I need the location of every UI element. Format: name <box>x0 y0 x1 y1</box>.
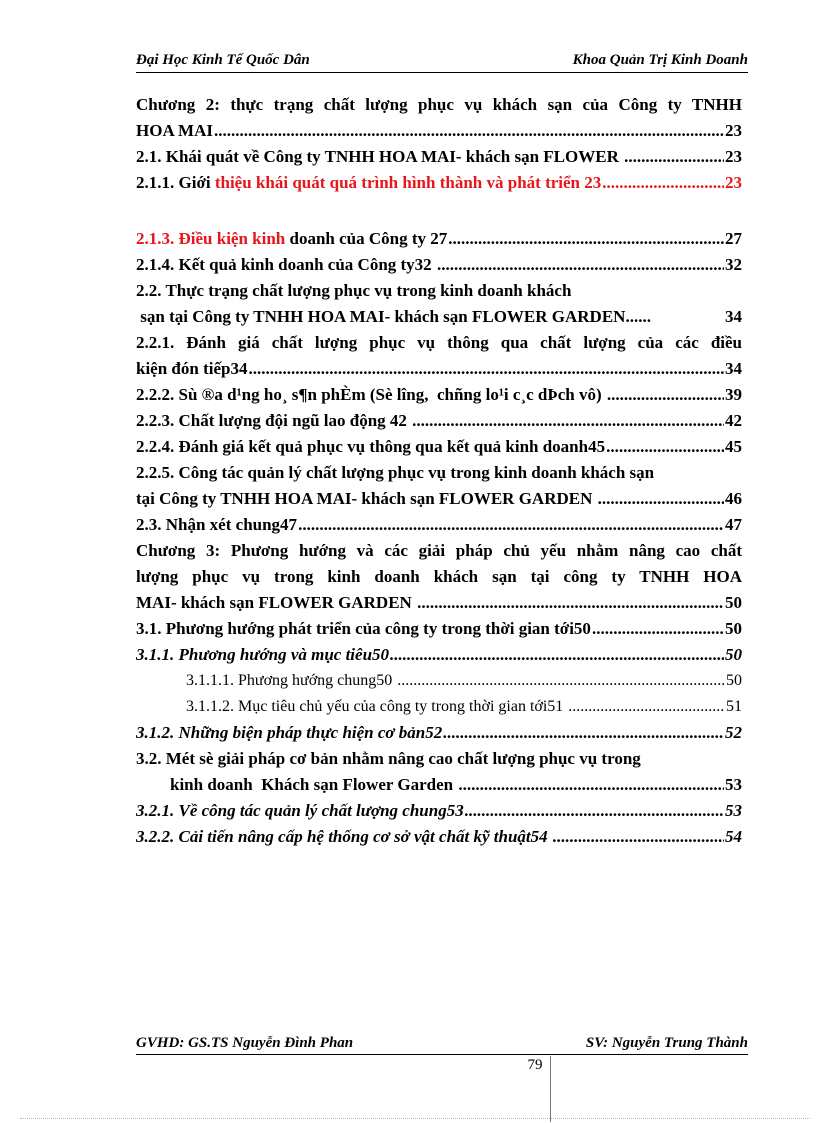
toc-page-number: 34 <box>725 307 742 326</box>
toc-entry-text: Chương 2: thực trạng chất lượng phục vụ khách sạn của Công ty TNHH <box>136 95 742 114</box>
toc-page-number: 32 <box>725 255 742 274</box>
toc-leader-dots <box>437 252 724 278</box>
toc-leader-dots <box>214 118 724 144</box>
toc-leader-dots <box>465 798 724 824</box>
toc-page-number: 45 <box>725 437 742 456</box>
table-of-contents <box>136 92 742 850</box>
toc-entry[interactable] <box>136 170 742 196</box>
toc-leader-dots <box>624 144 724 170</box>
toc-entry-text: 2.1.4. Kết quả kinh doanh của Công ty32 <box>136 255 436 274</box>
toc-page-number: 46 <box>725 489 742 508</box>
toc-page-number: 47 <box>725 515 742 534</box>
toc-entry[interactable] <box>136 694 742 720</box>
toc-page-number: 52 <box>725 723 742 742</box>
header-faculty: Khoa Quản Trị Kinh Doanh <box>572 52 748 68</box>
toc-entry-text: MAI- khách sạn FLOWER GARDEN <box>136 593 417 612</box>
toc-entry-text: 3.1.2. Những biện pháp thực hiện cơ bản52 <box>136 723 443 742</box>
toc-entry[interactable] <box>136 642 742 668</box>
page-bottom-border <box>20 1118 810 1119</box>
toc-page-number: 23 <box>725 173 742 192</box>
toc-entry[interactable] <box>136 356 742 382</box>
toc-entry[interactable] <box>136 616 742 642</box>
toc-leader-dots <box>607 382 724 408</box>
toc-entry[interactable] <box>136 92 742 118</box>
toc-spacer <box>136 196 742 226</box>
toc-entry-text-part: thiệu khái quát quá trình hình thành và phát triển 23 <box>214 173 602 192</box>
toc-leader-dots <box>443 720 724 746</box>
toc-entry[interactable] <box>136 278 742 304</box>
toc-leader-dots <box>448 226 724 252</box>
toc-entry[interactable] <box>136 408 742 434</box>
toc-leader-dots <box>417 590 724 616</box>
toc-entry-text: 3.1.1.1. Phương hướng chung50 <box>186 672 397 689</box>
toc-entry-text: 2.2.2. Sù ®a d¹ng ho¸ s¶n phÈm (Sè lîng, chñng lo¹i c¸c dÞch vô) <box>136 385 606 404</box>
toc-entry-text <box>136 170 601 196</box>
toc-entry-text: 2.2.3. Chất lượng đội ngũ lao động 42 <box>136 411 412 430</box>
toc-entry[interactable] <box>136 590 742 616</box>
toc-entry[interactable] <box>136 564 742 590</box>
toc-page-number: 50 <box>725 593 742 612</box>
toc-entry[interactable] <box>136 144 742 170</box>
toc-leader-dots <box>553 824 724 850</box>
footer-student: SV: Nguyễn Trung Thành <box>585 1035 748 1051</box>
toc-leader-dots <box>592 616 724 642</box>
toc-leader-dots <box>606 434 724 460</box>
toc-entry-text-part: doanh của Công ty 27 <box>285 229 448 248</box>
toc-entry[interactable] <box>136 330 742 356</box>
toc-entry-text: 2.2.5. Công tác quản lý chất lượng phục vụ trong kinh doanh khách sạn <box>136 463 655 482</box>
toc-entry-text: 3.2.1. Về công tác quản lý chất lượng chung53 <box>136 801 464 820</box>
toc-entry-text: sạn tại Công ty TNHH HOA MAI- khách sạn FLOWER GARDEN...... <box>136 307 651 326</box>
toc-entry-text <box>136 226 447 252</box>
toc-entry-text: Chương 3: Phương hướng và các giải pháp chủ yếu nhằm nâng cao chất <box>136 541 742 560</box>
page-footer <box>136 1034 748 1055</box>
toc-entry-text: 2.3. Nhận xét chung47 <box>136 515 298 534</box>
toc-entry[interactable] <box>136 798 742 824</box>
toc-entry[interactable] <box>136 226 742 252</box>
toc-entry[interactable] <box>136 434 742 460</box>
toc-page-number: 53 <box>725 801 742 820</box>
toc-page-number: 34 <box>725 359 742 378</box>
toc-entry[interactable] <box>136 720 742 746</box>
toc-entry-text: 3.1.1.2. Mục tiêu chủ yếu của công ty trong thời gian tới51 <box>186 698 568 715</box>
toc-entry[interactable] <box>136 252 742 278</box>
toc-entry-text: 2.2.4. Đánh giá kết quả phục vụ thông qua kết quả kinh doanh45 <box>136 437 606 456</box>
toc-entry-text: 2.2. Thực trạng chất lượng phục vụ trong kinh doanh khách <box>136 281 572 300</box>
toc-leader-dots <box>568 694 725 720</box>
toc-leader-dots <box>390 642 724 668</box>
toc-entry[interactable] <box>136 118 742 144</box>
toc-entry[interactable] <box>136 746 742 772</box>
toc-entry-text: 3.2. Mét sè giải pháp cơ bản nhằm nâng cao chất lượng phục vụ trong <box>136 749 641 768</box>
toc-page-number: 50 <box>725 645 742 664</box>
toc-entry[interactable] <box>136 538 742 564</box>
toc-entry[interactable] <box>136 460 742 486</box>
toc-entry-text-part: 2.1.1. Giới <box>136 173 215 192</box>
toc-leader-dots <box>458 772 724 798</box>
page-header <box>136 50 748 73</box>
header-university: Đại Học Kinh Tế Quốc Dân <box>136 52 310 68</box>
toc-entry[interactable] <box>136 512 742 538</box>
toc-page-number: 42 <box>725 411 742 430</box>
toc-page-number: 23 <box>725 147 742 166</box>
toc-entry-text: 2.2.1. Đánh giá chất lượng phục vụ thông qua chất lượng của các điều <box>136 333 742 352</box>
toc-entry-text: kiện đón tiếp34 <box>136 359 248 378</box>
toc-page-number: 53 <box>725 775 742 794</box>
footer-advisor: GVHD: GS.TS Nguyễn Đình Phan <box>136 1035 354 1051</box>
toc-entry-text: 3.1.1. Phương hướng và mục tiêu50 <box>136 645 390 664</box>
toc-page-number: 50 <box>725 619 742 638</box>
toc-entry-text: 3.1. Phương hướng phát triển của công ty trong thời gian tới50 <box>136 619 591 638</box>
toc-page-number: 50 <box>726 672 742 689</box>
toc-entry[interactable] <box>136 382 742 408</box>
toc-entry[interactable] <box>136 772 742 798</box>
toc-entry-text: HOA MAI <box>136 121 213 140</box>
toc-entry-text: kinh doanh Khách sạn Flower Garden <box>170 775 458 794</box>
toc-page-number: 27 <box>725 229 742 248</box>
toc-leader-dots <box>248 356 724 382</box>
toc-leader-dots <box>598 486 724 512</box>
toc-page-number: 39 <box>725 385 742 404</box>
toc-page-number: 54 <box>725 827 742 846</box>
toc-entry-text: 3.2.2. Cải tiến nâng cấp hệ thống cơ sở vật chất kỹ thuật54 <box>136 827 552 846</box>
toc-page-number: 51 <box>726 698 742 715</box>
toc-leader-dots <box>602 170 724 196</box>
toc-entry[interactable] <box>136 824 742 850</box>
page-number: 79 <box>527 1057 543 1073</box>
toc-leader-dots <box>298 512 724 538</box>
margin-divider <box>550 1056 551 1122</box>
toc-page-number: 23 <box>725 121 742 140</box>
toc-entry[interactable] <box>136 486 742 512</box>
toc-entry[interactable] <box>136 304 742 330</box>
toc-entry[interactable] <box>136 668 742 694</box>
toc-entry-text: tại Công ty TNHH HOA MAI- khách sạn FLOWER GARDEN <box>136 489 597 508</box>
toc-leader-dots <box>397 668 725 694</box>
toc-entry-text-part: 2.1.3. Điều kiện kinh <box>136 229 286 248</box>
toc-leader-dots <box>412 408 724 434</box>
toc-entry-text: lượng phục vụ trong kinh doanh khách sạn tại công ty TNHH HOA <box>136 567 742 586</box>
toc-entry-text: 2.1. Khái quát về Công ty TNHH HOA MAI- khách sạn FLOWER <box>136 147 624 166</box>
